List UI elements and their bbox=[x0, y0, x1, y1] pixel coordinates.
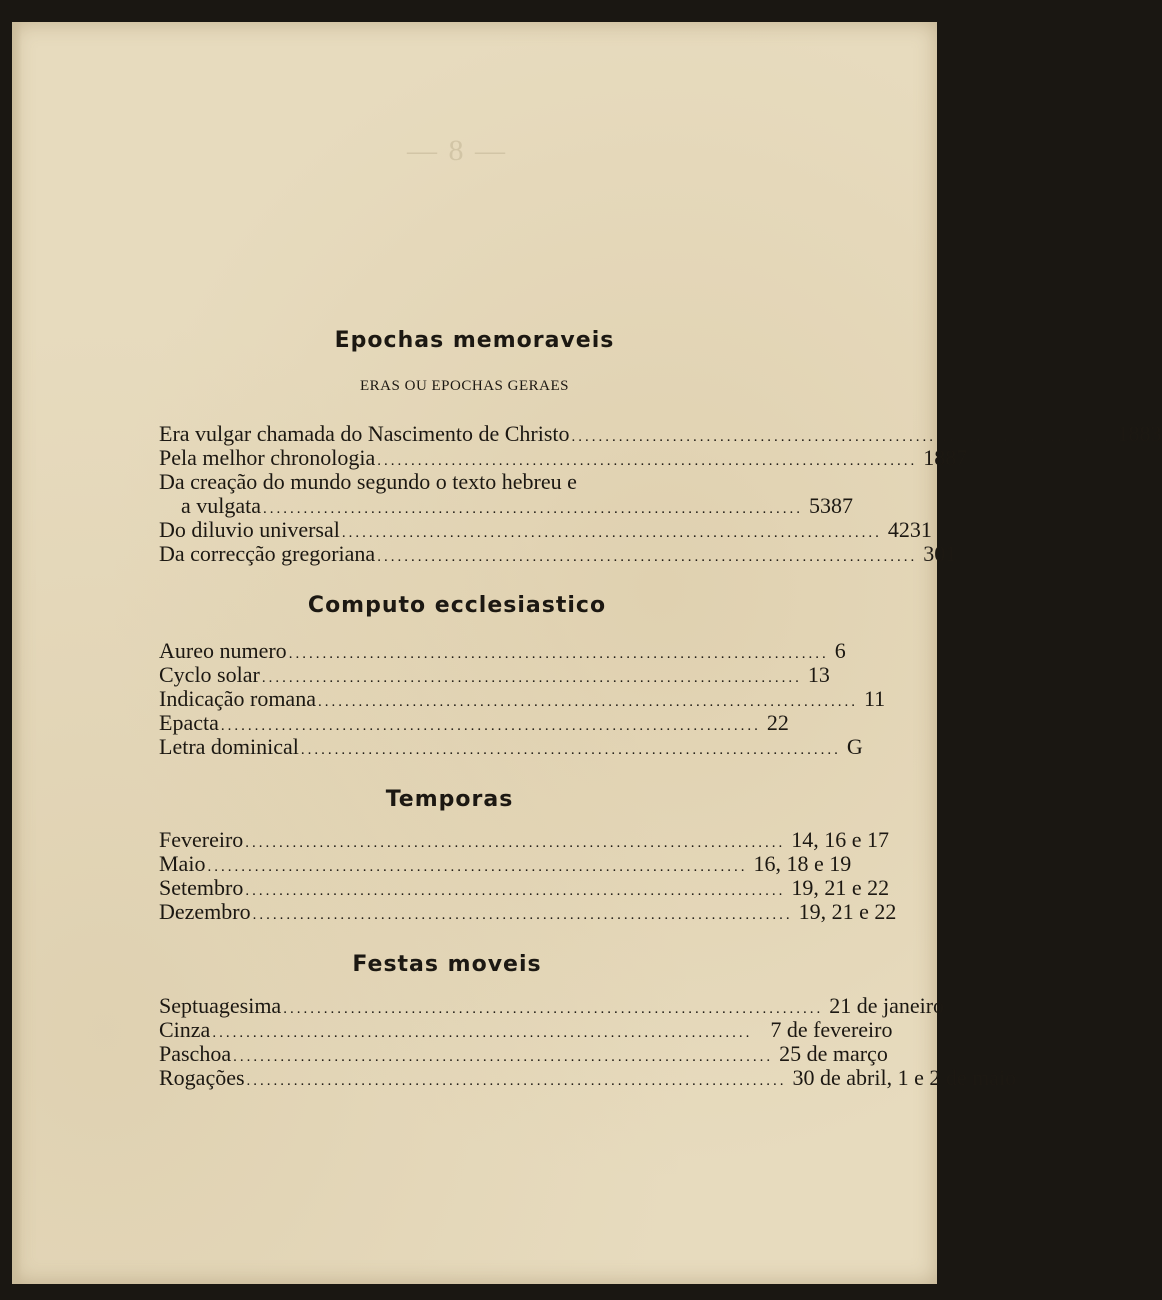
row-label: Aureo numero bbox=[159, 638, 287, 663]
section-title-festas: Festas moveis bbox=[352, 952, 542, 977]
row-label: Fevereiro bbox=[159, 827, 244, 852]
computo-row bbox=[159, 710, 789, 735]
row-value: 22 bbox=[766, 710, 789, 735]
row-value: 5387 bbox=[809, 493, 854, 518]
temporas-row bbox=[159, 899, 897, 924]
festas-row bbox=[159, 1017, 893, 1042]
row-value: 21 de janeiro bbox=[829, 993, 945, 1018]
leader-dots: ................................................................................ bbox=[288, 646, 829, 662]
row-value: 19, 21 e 22 bbox=[798, 899, 897, 924]
row-value: 19, 21 e 22 bbox=[791, 875, 890, 900]
temporas-row bbox=[159, 851, 852, 876]
leader-dots: ................................................................................ bbox=[341, 525, 882, 541]
page-spine-shadow bbox=[12, 22, 22, 1284]
row-label: Da correcção gregoriana bbox=[159, 541, 376, 566]
computo-row bbox=[159, 734, 863, 759]
epochas-row bbox=[159, 445, 968, 470]
epochas-row bbox=[159, 470, 679, 494]
row-label: Septuagesima bbox=[159, 993, 282, 1018]
leader-dots: ................................................................................ bbox=[245, 883, 786, 899]
row-value: 301 bbox=[923, 541, 957, 566]
row-value: 1887 bbox=[923, 445, 968, 470]
row-label: Indicação romana bbox=[159, 686, 316, 711]
row-label: Setembro bbox=[159, 875, 244, 900]
temporas-row bbox=[159, 827, 890, 852]
row-label: a vulgata bbox=[181, 493, 262, 518]
row-label: Letra dominical bbox=[159, 734, 299, 759]
festas-row bbox=[159, 993, 945, 1018]
row-value: 30 de abril, 1 e 2 de maio bbox=[792, 1065, 1017, 1090]
row-value: 14, 16 e 17 bbox=[791, 827, 890, 852]
temporas-row bbox=[159, 875, 890, 900]
row-value: 11 bbox=[863, 686, 886, 711]
row-label: Era vulgar chamada do Nascimento de Christo bbox=[159, 421, 570, 446]
section-title-computo: Computo ecclesiastico bbox=[307, 593, 607, 618]
epochas-row bbox=[159, 421, 1162, 446]
row-value: 7 de fevereiro bbox=[770, 1017, 893, 1042]
festas-row bbox=[159, 1041, 888, 1066]
leader-dots: ................................................................................ bbox=[212, 1025, 753, 1041]
leader-dots: ................................................................................ bbox=[263, 501, 804, 517]
row-label: Do diluvio universal bbox=[159, 517, 340, 542]
row-label: Pela melhor chronologia bbox=[159, 445, 376, 470]
row-label: Cyclo solar bbox=[159, 662, 260, 687]
computo-row bbox=[159, 686, 886, 711]
row-label: Da creação do mundo segundo o texto hebreu e bbox=[159, 469, 577, 494]
leader-dots: ................................................................................ bbox=[246, 1073, 787, 1089]
leader-dots: ................................................................................ bbox=[377, 549, 918, 565]
computo-row bbox=[159, 662, 830, 687]
row-label: Cinza bbox=[159, 1017, 211, 1042]
leader-dots: ................................................................................ bbox=[245, 835, 786, 851]
row-value: 25 de março bbox=[779, 1041, 888, 1066]
leader-dots: ................................................................................ bbox=[220, 718, 761, 734]
row-label: Rogações bbox=[159, 1065, 245, 1090]
row-label: Epacta bbox=[159, 710, 219, 735]
leader-dots: ................................................................................ bbox=[300, 742, 841, 758]
section-subtitle-eras: ERAS OU EPOCHAS GERAES bbox=[360, 378, 569, 394]
row-value: 13 bbox=[807, 662, 830, 687]
leader-dots: ................................................................................ bbox=[317, 694, 858, 710]
leader-dots: ................................................................................ bbox=[261, 670, 802, 686]
festas-row bbox=[159, 1065, 1017, 1090]
row-value: 6 bbox=[834, 638, 846, 663]
row-value: 1883 bbox=[1117, 421, 1162, 446]
epochas-row bbox=[159, 541, 957, 566]
row-value: 4231 bbox=[887, 517, 932, 542]
row-value: G bbox=[846, 734, 863, 759]
row-label: Paschoa bbox=[159, 1041, 232, 1066]
page-number: — 8 — bbox=[407, 134, 507, 167]
section-title-epochas: Epochas memoraveis bbox=[334, 328, 615, 353]
leader-dots: ................................................................................ bbox=[252, 907, 793, 923]
book-page bbox=[12, 22, 1162, 1284]
row-label: Maio bbox=[159, 851, 206, 876]
leader-dots: ................................................................................ bbox=[571, 429, 1112, 445]
leader-dots: ................................................................................ bbox=[207, 859, 748, 875]
leader-dots: ................................................................................ bbox=[283, 1001, 824, 1017]
section-title-temporas: Temporas bbox=[385, 787, 514, 812]
computo-row bbox=[159, 638, 846, 663]
epochas-row bbox=[159, 517, 932, 542]
epochas-row bbox=[159, 493, 854, 518]
row-value: 16, 18 e 19 bbox=[753, 851, 852, 876]
leader-dots: ................................................................................ bbox=[233, 1049, 774, 1065]
leader-dots: ................................................................................ bbox=[377, 453, 918, 469]
row-label: Dezembro bbox=[159, 899, 251, 924]
